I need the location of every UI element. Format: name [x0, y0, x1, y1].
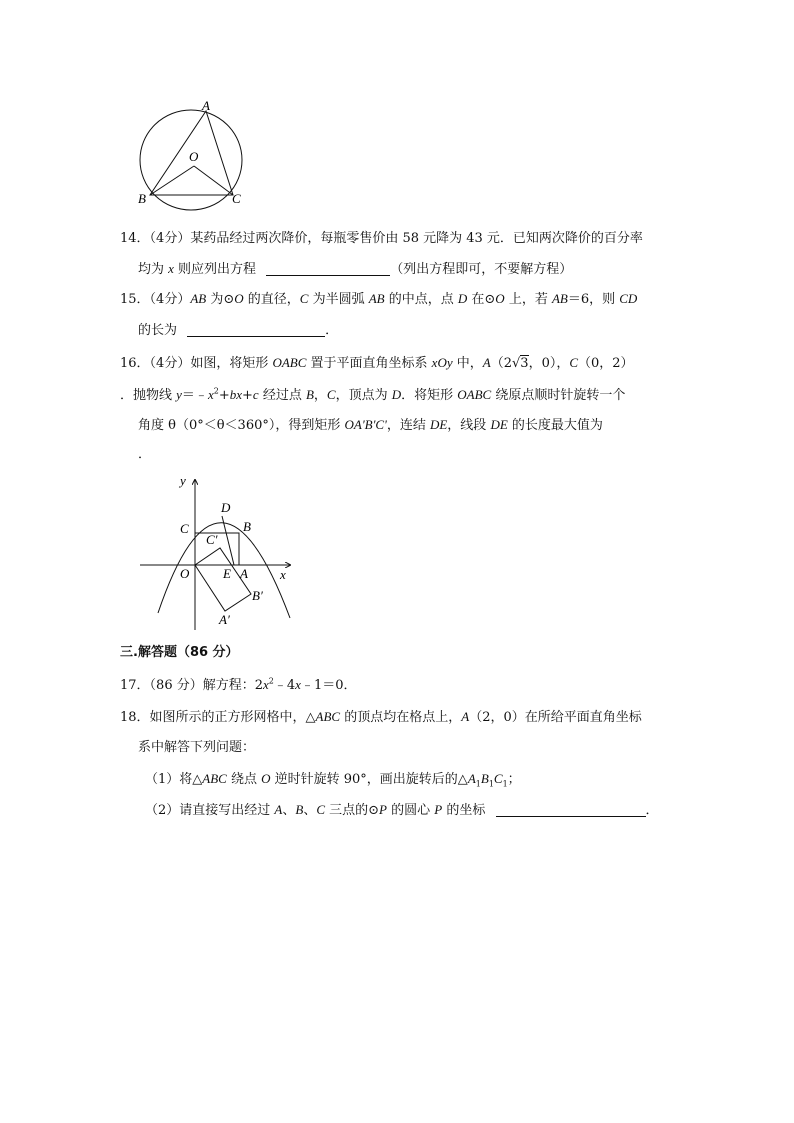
- q16-l4: ．: [138, 447, 152, 462]
- q16-t1: 置于平面直角坐标系: [306, 356, 432, 371]
- q15-o: O: [234, 291, 244, 306]
- fig2-label-cp: C′: [206, 532, 218, 547]
- q18-line2: [138, 741, 255, 754]
- q18-abc: ABC: [315, 709, 341, 724]
- q16-y: y: [176, 387, 182, 402]
- q18-p2c: 、: [303, 803, 317, 818]
- q17-t2: ﹣1＝0．: [300, 678, 357, 693]
- q18-p1o: O: [261, 771, 271, 786]
- q16-de2: DE: [490, 417, 508, 432]
- sqrt-sign: √: [511, 356, 521, 371]
- q18-s3: 1: [502, 779, 508, 789]
- q14-var: x: [168, 261, 174, 276]
- q18-l1c: （2，0）在所给平面直角坐标: [469, 710, 642, 725]
- q16-t3: （2: [490, 356, 512, 371]
- fig2-label-y: y: [180, 473, 186, 488]
- q14-text1: 14．（4分）某药品经过两次降价，每瓶零售价由 58 元降为 43 元．已知两次降价的百分率: [120, 231, 643, 246]
- q15-answer-blank[interactable]: [187, 323, 325, 337]
- q16-D: D: [391, 387, 402, 402]
- fig2-label-c: C: [180, 521, 189, 536]
- q18-s2: 1: [488, 779, 494, 789]
- q16-l2b: ＝﹣: [181, 388, 208, 403]
- fig2-label-e: E: [223, 566, 231, 581]
- q18-p1abc: ABC: [202, 771, 227, 786]
- q15-ab: AB: [190, 291, 207, 306]
- q14-text2a: 均为: [138, 262, 169, 277]
- q15-end: ．: [325, 323, 339, 338]
- q16-bx: bx: [229, 387, 242, 402]
- parabola-rectangle-figure: [130, 470, 305, 640]
- fig2-label-bp: B′: [252, 588, 263, 603]
- q16-line1: [120, 356, 634, 370]
- q16-c: C: [569, 355, 579, 370]
- q15-ab2: AB: [368, 291, 385, 306]
- q18-l2: 系中解答下列问题：: [138, 740, 256, 755]
- q18-p2d: 三点的⊙: [325, 803, 380, 818]
- fig2-label-d: D: [221, 500, 231, 515]
- q16-l2e: 经过点: [258, 388, 306, 403]
- q17-num: 17．（86 分）解方程：2: [120, 678, 263, 693]
- q15-num: 15．（4分）: [120, 292, 191, 307]
- q18-part1: [145, 771, 521, 789]
- q15-t12: 上，若: [504, 292, 552, 307]
- q16-l2i: 绕原点顺时针旋转一个: [491, 388, 626, 403]
- q16-sup2: 2: [213, 386, 219, 396]
- q18-p2a: （2）请直接写出经过: [145, 803, 275, 818]
- q16-rect3: OA'B'C': [344, 417, 387, 432]
- q16-t5: （0，2）: [578, 356, 634, 371]
- q16-C2: C: [326, 387, 336, 402]
- q16-l2d: +: [242, 388, 253, 403]
- section-3-heading: 三.解答题（86 分）: [120, 645, 239, 660]
- q18-l1a: 18．如图所示的正方形网格中，△: [120, 710, 316, 725]
- q14-text2b: 则应列出方程: [173, 262, 257, 277]
- q16-l2h: ．将矩形: [401, 388, 458, 403]
- q15-t4: 的直径，: [243, 292, 300, 307]
- q15-t6: 为半圆弧: [308, 292, 369, 307]
- q16-B: B: [305, 387, 314, 402]
- q16-x: x: [207, 387, 214, 402]
- q16-rect2: OABC: [457, 387, 492, 402]
- fig2-label-a: A: [240, 566, 248, 581]
- q18-p2f: 的坐标: [442, 803, 486, 818]
- q14-text2c: （列出方程即可，不要解方程）: [390, 262, 573, 277]
- q14-answer-blank[interactable]: [266, 262, 390, 276]
- q16-l3c: ，线段: [447, 418, 491, 433]
- q16-rect: OABC: [272, 355, 307, 370]
- q17-sup: 2: [268, 676, 274, 686]
- q15-line1: [120, 292, 637, 306]
- q18-p1c: 逆时针旋转 90°，画出旋转后的△: [270, 772, 468, 787]
- q18-pb: B: [295, 802, 304, 817]
- q18-p1d: ；: [507, 772, 521, 787]
- q16-t2: 中，: [452, 356, 483, 371]
- segment-oc: [194, 166, 233, 195]
- fig2-label-x: x: [280, 567, 286, 582]
- q18-pc: C: [316, 802, 326, 817]
- q14-line1: [120, 232, 643, 245]
- q14-line2: [138, 262, 572, 276]
- q18-pa: A: [274, 802, 283, 817]
- q16-l3b: ，连结: [386, 418, 430, 433]
- q15-t2: 为⊙: [206, 292, 235, 307]
- q16-num: 16．（4分）如图，将矩形: [120, 356, 273, 371]
- q18-p2e: 的圆心: [387, 803, 435, 818]
- q16-line3: [138, 418, 603, 432]
- q15-t8: 的中点，点: [384, 292, 458, 307]
- q16-sys: xOy: [431, 355, 453, 370]
- q16-a: A: [482, 355, 491, 370]
- q18-B1: B: [480, 771, 489, 786]
- q18-a: A: [461, 709, 470, 724]
- q18-p1b: 绕点: [226, 772, 262, 787]
- q17-line: [120, 678, 356, 692]
- q16-l3d: 的长度最大值为: [507, 418, 603, 433]
- q17-t1: ﹣4: [273, 678, 296, 693]
- q15-ab3: AB: [551, 291, 568, 306]
- q16-line4: [138, 448, 151, 461]
- q16-l3a: 角度 θ（0°＜θ＜360°），得到矩形: [138, 418, 345, 433]
- label-o: O: [189, 149, 199, 164]
- q16-sqrt: 3: [520, 356, 529, 371]
- q16-t4: ，0），: [528, 356, 570, 371]
- q16-de: DE: [429, 417, 448, 432]
- q18-end: ．: [645, 803, 659, 818]
- q16-cc: c: [252, 387, 259, 402]
- q17-x2: x: [295, 677, 301, 692]
- q18-part2: [145, 803, 659, 817]
- q17-x: x: [263, 677, 269, 692]
- q15-line2: [138, 323, 338, 337]
- q16-l2c: +: [218, 388, 230, 403]
- q16-l2g: ，顶点为: [335, 388, 392, 403]
- segment-ob: [150, 166, 194, 195]
- label-c: C: [232, 191, 241, 206]
- q18-p1a: （1）将△: [145, 772, 203, 787]
- q18-answer-blank[interactable]: [496, 803, 646, 817]
- q18-s1: 1: [475, 779, 481, 789]
- q18-pp: P: [379, 802, 387, 817]
- q18-C1: C: [493, 771, 503, 786]
- label-b: B: [138, 191, 146, 206]
- q15-d: D: [457, 291, 468, 306]
- q15-t10: 在⊙: [467, 292, 496, 307]
- q15-t14: ＝6，则: [567, 292, 620, 307]
- q16-line2: [120, 388, 625, 402]
- q16-l2a: ．抛物线: [120, 388, 177, 403]
- q18-l1b: 的顶点均在格点上，: [340, 710, 462, 725]
- q18-line1: [120, 710, 642, 724]
- q15-c: C: [299, 291, 309, 306]
- q15-o2: O: [495, 291, 505, 306]
- fig2-label-ap: A′: [219, 612, 230, 627]
- q15-cd: CD: [619, 291, 638, 306]
- q18-A1: A: [467, 771, 476, 786]
- q18-p2b: 、: [282, 803, 296, 818]
- circle-triangle-figure: [130, 100, 255, 212]
- q15-line2-text: 的长为: [138, 323, 178, 338]
- q18-pp2: P: [434, 802, 443, 817]
- q16-l2f: ，: [313, 388, 327, 403]
- fig2-label-b: B: [243, 519, 251, 534]
- label-a: A: [202, 100, 210, 113]
- fig2-label-o: O: [180, 566, 190, 581]
